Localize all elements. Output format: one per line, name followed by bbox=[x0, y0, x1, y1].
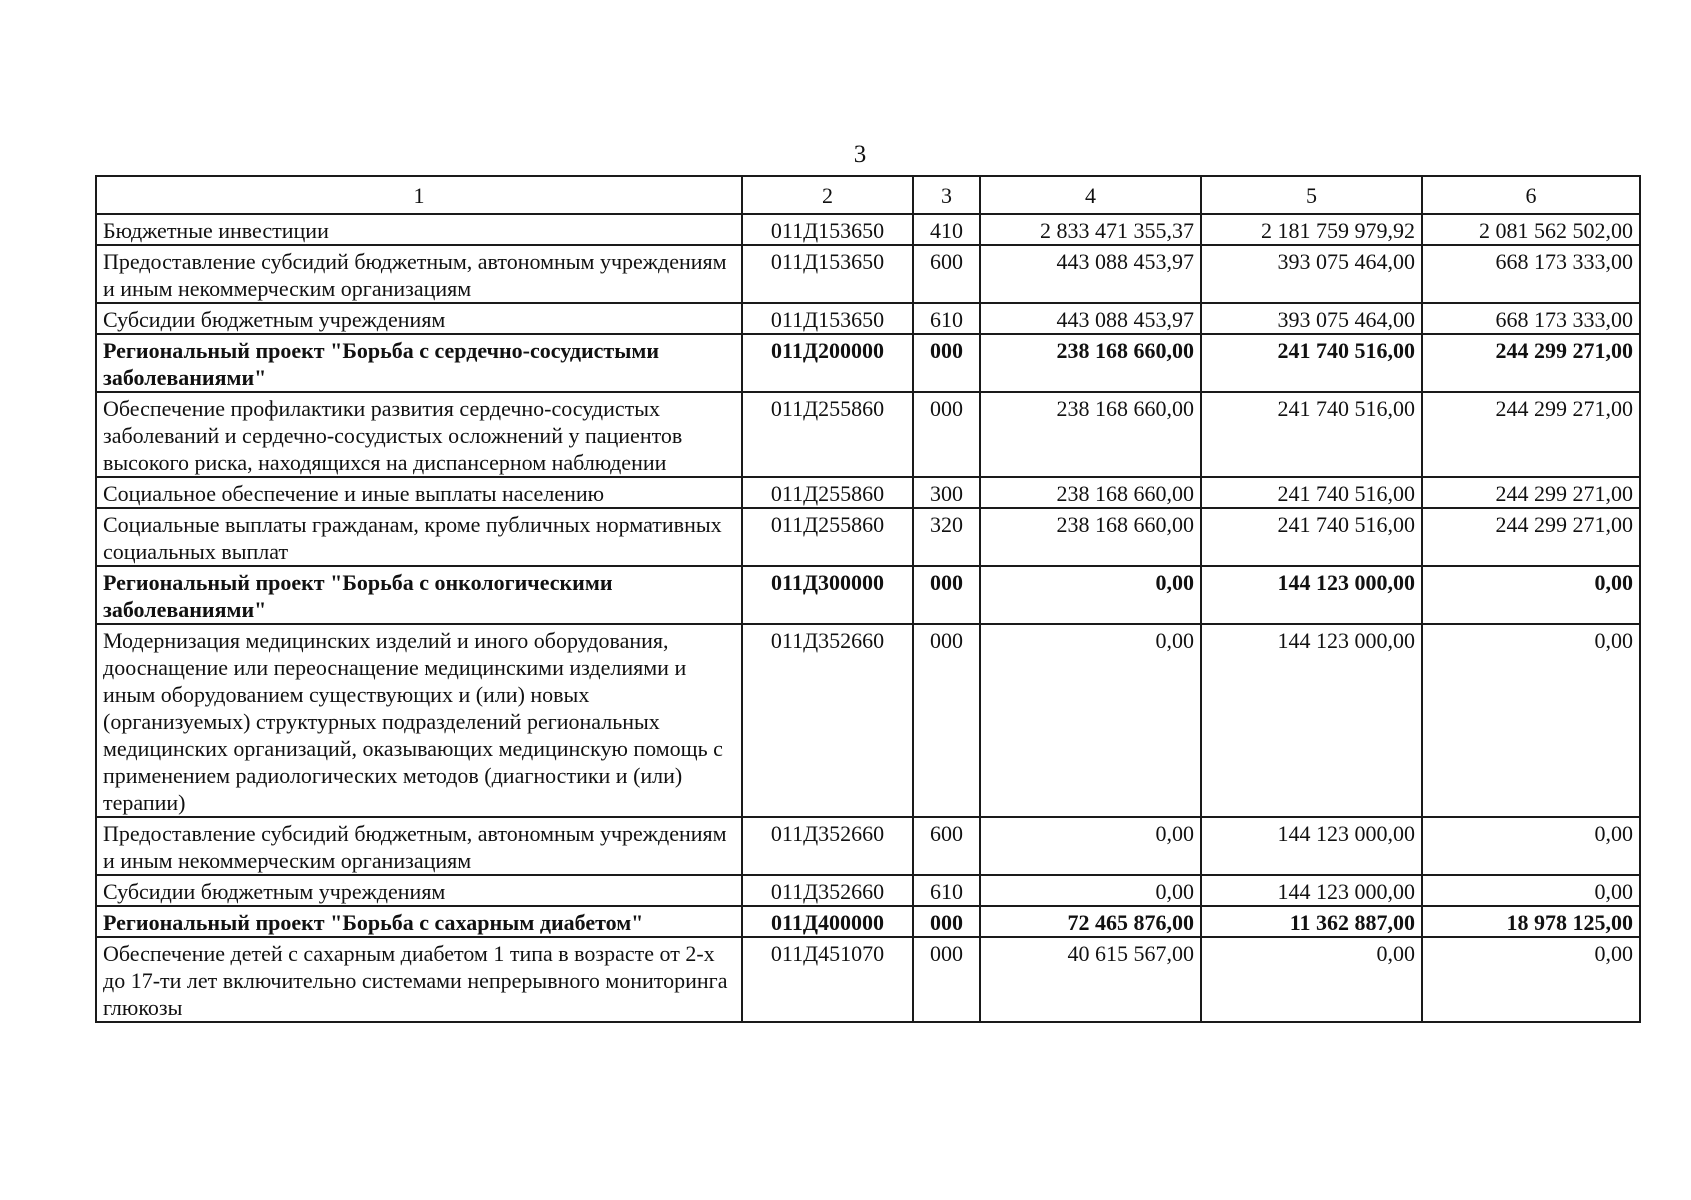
row-type: 000 bbox=[913, 906, 980, 937]
row-value-6: 0,00 bbox=[1422, 817, 1640, 875]
row-name: Социальные выплаты гражданам, кроме публичных нормативных социальных выплат bbox=[96, 508, 742, 566]
row-type: 410 bbox=[913, 214, 980, 245]
row-type: 320 bbox=[913, 508, 980, 566]
row-code: 011Д153650 bbox=[742, 303, 913, 334]
row-value-4: 0,00 bbox=[980, 566, 1201, 624]
row-code: 011Д200000 bbox=[742, 334, 913, 392]
table-row bbox=[96, 508, 1640, 566]
row-code: 011Д153650 bbox=[742, 214, 913, 245]
header-cell: 5 bbox=[1201, 176, 1422, 214]
row-value-6: 244 299 271,00 bbox=[1422, 508, 1640, 566]
table-row bbox=[96, 303, 1640, 334]
row-value-6: 244 299 271,00 bbox=[1422, 334, 1640, 392]
table-row-project bbox=[96, 566, 1640, 624]
row-value-6: 0,00 bbox=[1422, 566, 1640, 624]
row-name: Субсидии бюджетным учреждениям bbox=[96, 303, 742, 334]
row-type: 300 bbox=[913, 477, 980, 508]
table-row bbox=[96, 392, 1640, 477]
row-code: 011Д300000 bbox=[742, 566, 913, 624]
row-value-5: 2 181 759 979,92 bbox=[1201, 214, 1422, 245]
row-value-5: 144 123 000,00 bbox=[1201, 817, 1422, 875]
row-value-5: 241 740 516,00 bbox=[1201, 508, 1422, 566]
row-code: 011Д352660 bbox=[742, 624, 913, 817]
row-value-6: 244 299 271,00 bbox=[1422, 392, 1640, 477]
row-type: 000 bbox=[913, 334, 980, 392]
row-name: Субсидии бюджетным учреждениям bbox=[96, 875, 742, 906]
row-value-6: 668 173 333,00 bbox=[1422, 303, 1640, 334]
header-cell: 2 bbox=[742, 176, 913, 214]
row-value-4: 0,00 bbox=[980, 875, 1201, 906]
row-name: Обеспечение детей с сахарным диабетом 1 типа в возрасте от 2-х до 17-ти лет включительно системами непрерывного мониторинга глюкозы bbox=[96, 937, 742, 1022]
row-value-6: 244 299 271,00 bbox=[1422, 477, 1640, 508]
header-cell: 1 bbox=[96, 176, 742, 214]
row-value-4: 2 833 471 355,37 bbox=[980, 214, 1201, 245]
budget-table bbox=[95, 175, 1641, 1023]
row-value-6: 2 081 562 502,00 bbox=[1422, 214, 1640, 245]
row-value-6: 0,00 bbox=[1422, 624, 1640, 817]
row-value-4: 238 168 660,00 bbox=[980, 392, 1201, 477]
row-value-6: 0,00 bbox=[1422, 875, 1640, 906]
row-value-5: 11 362 887,00 bbox=[1201, 906, 1422, 937]
row-value-5: 241 740 516,00 bbox=[1201, 477, 1422, 508]
row-value-4: 443 088 453,97 bbox=[980, 245, 1201, 303]
row-value-5: 241 740 516,00 bbox=[1201, 334, 1422, 392]
row-type: 000 bbox=[913, 566, 980, 624]
row-value-4: 0,00 bbox=[980, 817, 1201, 875]
row-code: 011Д153650 bbox=[742, 245, 913, 303]
row-name: Модернизация медицинских изделий и иного оборудования, дооснащение или переоснащение медицинскими изделиями и иным оборудованием существующих и (или) новых (организуемых) структурных подразделений региональных медицинских организаций, оказывающих медицинскую помощь с применением радиологических методов (диагностики и (или) терапии) bbox=[96, 624, 742, 817]
table-row bbox=[96, 214, 1640, 245]
row-value-6: 18 978 125,00 bbox=[1422, 906, 1640, 937]
table-row-project bbox=[96, 906, 1640, 937]
row-value-6: 668 173 333,00 bbox=[1422, 245, 1640, 303]
row-value-4: 443 088 453,97 bbox=[980, 303, 1201, 334]
row-value-4: 40 615 567,00 bbox=[980, 937, 1201, 1022]
row-name: Предоставление субсидий бюджетным, автономным учреждениям и иным некоммерческим организациям bbox=[96, 245, 742, 303]
row-value-6: 0,00 bbox=[1422, 937, 1640, 1022]
row-code: 011Д451070 bbox=[742, 937, 913, 1022]
header-cell: 4 bbox=[980, 176, 1201, 214]
row-name: Региональный проект "Борьба с онкологическими заболеваниями" bbox=[96, 566, 742, 624]
row-value-4: 72 465 876,00 bbox=[980, 906, 1201, 937]
row-value-4: 238 168 660,00 bbox=[980, 334, 1201, 392]
row-type: 000 bbox=[913, 624, 980, 817]
table-row bbox=[96, 624, 1640, 817]
table-row bbox=[96, 817, 1640, 875]
row-code: 011Д255860 bbox=[742, 477, 913, 508]
row-name: Обеспечение профилактики развития сердечно-сосудистых заболеваний и сердечно-сосудистых осложнений у пациентов высокого риска, находящихся на диспансерном наблюдении bbox=[96, 392, 742, 477]
row-name: Бюджетные инвестиции bbox=[96, 214, 742, 245]
table-row-project bbox=[96, 334, 1640, 392]
row-type: 600 bbox=[913, 245, 980, 303]
row-type: 610 bbox=[913, 875, 980, 906]
row-value-5: 0,00 bbox=[1201, 937, 1422, 1022]
row-value-4: 238 168 660,00 bbox=[980, 477, 1201, 508]
row-code: 011Д255860 bbox=[742, 392, 913, 477]
row-value-4: 0,00 bbox=[980, 624, 1201, 817]
row-name: Социальное обеспечение и иные выплаты населению bbox=[96, 477, 742, 508]
row-name: Региональный проект "Борьба с сердечно-сосудистыми заболеваниями" bbox=[96, 334, 742, 392]
table-row bbox=[96, 245, 1640, 303]
row-name: Предоставление субсидий бюджетным, автономным учреждениям и иным некоммерческим организациям bbox=[96, 817, 742, 875]
row-code: 011Д352660 bbox=[742, 817, 913, 875]
row-value-5: 393 075 464,00 bbox=[1201, 245, 1422, 303]
row-type: 000 bbox=[913, 392, 980, 477]
row-code: 011Д400000 bbox=[742, 906, 913, 937]
header-cell: 3 bbox=[913, 176, 980, 214]
row-type: 610 bbox=[913, 303, 980, 334]
row-value-5: 144 123 000,00 bbox=[1201, 875, 1422, 906]
row-code: 011Д352660 bbox=[742, 875, 913, 906]
row-value-5: 144 123 000,00 bbox=[1201, 566, 1422, 624]
row-value-5: 393 075 464,00 bbox=[1201, 303, 1422, 334]
table-row bbox=[96, 477, 1640, 508]
row-name: Региональный проект "Борьба с сахарным диабетом" bbox=[96, 906, 742, 937]
table-row bbox=[96, 875, 1640, 906]
row-value-4: 238 168 660,00 bbox=[980, 508, 1201, 566]
row-type: 000 bbox=[913, 937, 980, 1022]
row-type: 600 bbox=[913, 817, 980, 875]
row-value-5: 241 740 516,00 bbox=[1201, 392, 1422, 477]
header-cell: 6 bbox=[1422, 176, 1640, 214]
row-code: 011Д255860 bbox=[742, 508, 913, 566]
row-value-5: 144 123 000,00 bbox=[1201, 624, 1422, 817]
table-row bbox=[96, 937, 1640, 1022]
table-header-row bbox=[96, 176, 1640, 214]
page-number: 3 bbox=[853, 141, 867, 168]
